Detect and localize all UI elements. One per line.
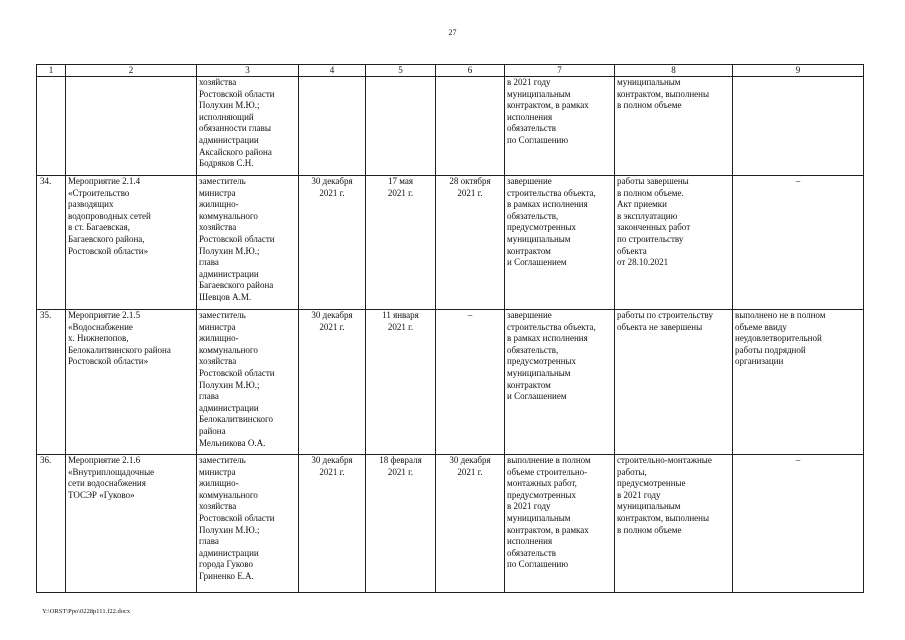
- note-cell: –: [733, 176, 864, 310]
- col-header-9: 9: [733, 65, 864, 77]
- expected-result-cell: в 2021 году муниципальным контрактом, в рамках исполнения обязательств по Соглашению: [505, 77, 615, 176]
- start-date-cell: 11 января 2021 г.: [366, 310, 436, 455]
- table-row: [37, 77, 864, 176]
- note-cell: –: [733, 455, 864, 593]
- end-date-cell: –: [436, 310, 505, 455]
- plan-date-cell: 30 декабря 2021 г.: [299, 176, 366, 310]
- expected-result-cell: завершение строительства объекта, в рамках исполнения обязательств, предусмотренных муниципальным контрактом и Соглашением: [505, 176, 615, 310]
- file-path-footer: Y:\ORST\Ppo\0228p111.f22.docx: [42, 608, 131, 615]
- expected-result-cell: выполнение в полном объеме строительно- монтажных работ, предусмотренных в 2021 году муниципальным контрактом, в рамках исполнения обязательств по Соглашению: [505, 455, 615, 593]
- note-cell: [733, 77, 864, 176]
- measure-cell: Мероприятие 2.1.4 «Строительство разводящих водопроводных сетей в ст. Багаевская, Багаевского района, Ростовской области»: [66, 176, 197, 310]
- col-header-1: 1: [37, 65, 66, 77]
- table-row: [37, 310, 864, 455]
- header-row: [37, 65, 864, 77]
- responsible-cell: заместитель министра жилищно- коммунального хозяйства Ростовской области Полухин М.Ю.; глава администрации Белокалитвинского района Мельникова О.А.: [197, 310, 299, 455]
- col-header-2: 2: [66, 65, 197, 77]
- plan-date-cell: [299, 77, 366, 176]
- measure-cell: [66, 77, 197, 176]
- start-date-cell: 18 февраля 2021 г.: [366, 455, 436, 593]
- start-date-cell: 17 мая 2021 г.: [366, 176, 436, 310]
- report-table: [36, 64, 864, 593]
- actual-result-cell: работы по строительству объекта не завершены: [615, 310, 733, 455]
- col-header-5: 5: [366, 65, 436, 77]
- plan-date-cell: 30 декабря 2021 г.: [299, 455, 366, 593]
- table-row: [37, 176, 864, 310]
- responsible-cell: заместитель министра жилищно- коммунального хозяйства Ростовской области Полухин М.Ю.; глава администрации города Гуково Гриненко Е.А.: [197, 455, 299, 593]
- row-number: 35.: [37, 310, 66, 455]
- end-date-cell: 28 октября 2021 г.: [436, 176, 505, 310]
- table-row: [37, 455, 864, 593]
- measure-cell: Мероприятие 2.1.5 «Водоснабжение х. Нижнепопов, Белокалитвинского района Ростовской области»: [66, 310, 197, 455]
- col-header-4: 4: [299, 65, 366, 77]
- note-cell: выполнено не в полном объеме ввиду неудовлетворительной работы подрядной организации: [733, 310, 864, 455]
- col-header-3: 3: [197, 65, 299, 77]
- row-number: 34.: [37, 176, 66, 310]
- plan-date-cell: 30 декабря 2021 г.: [299, 310, 366, 455]
- end-date-cell: [436, 77, 505, 176]
- page-number: 27: [448, 28, 457, 37]
- row-number: 36.: [37, 455, 66, 593]
- actual-result-cell: муниципальным контрактом, выполнены в полном объеме: [615, 77, 733, 176]
- expected-result-cell: завершение строительства объекта, в рамках исполнения обязательств, предусмотренных муниципальным контрактом и Соглашением: [505, 310, 615, 455]
- start-date-cell: [366, 77, 436, 176]
- responsible-cell: хозяйства Ростовской области Полухин М.Ю.; исполняющий обязанности главы администрации Аксайского района Бодряков С.Н.: [197, 77, 299, 176]
- col-header-7: 7: [505, 65, 615, 77]
- actual-result-cell: строительно-монтажные работы, предусмотренные в 2021 году муниципальным контрактом, выполнены в полном объеме: [615, 455, 733, 593]
- measure-cell: Мероприятие 2.1.6 «Внутриплощадочные сети водоснабжения ТОСЭР «Гуково»: [66, 455, 197, 593]
- col-header-8: 8: [615, 65, 733, 77]
- row-number: [37, 77, 66, 176]
- actual-result-cell: работы завершены в полном объеме. Акт приемки в эксплуатацию законченных работ по строительству объекта от 28.10.2021: [615, 176, 733, 310]
- responsible-cell: заместитель министра жилищно- коммунального хозяйства Ростовской области Полухин М.Ю.; глава администрации Багаевского района Шевцов А.М.: [197, 176, 299, 310]
- end-date-cell: 30 декабря 2021 г.: [436, 455, 505, 593]
- col-header-6: 6: [436, 65, 505, 77]
